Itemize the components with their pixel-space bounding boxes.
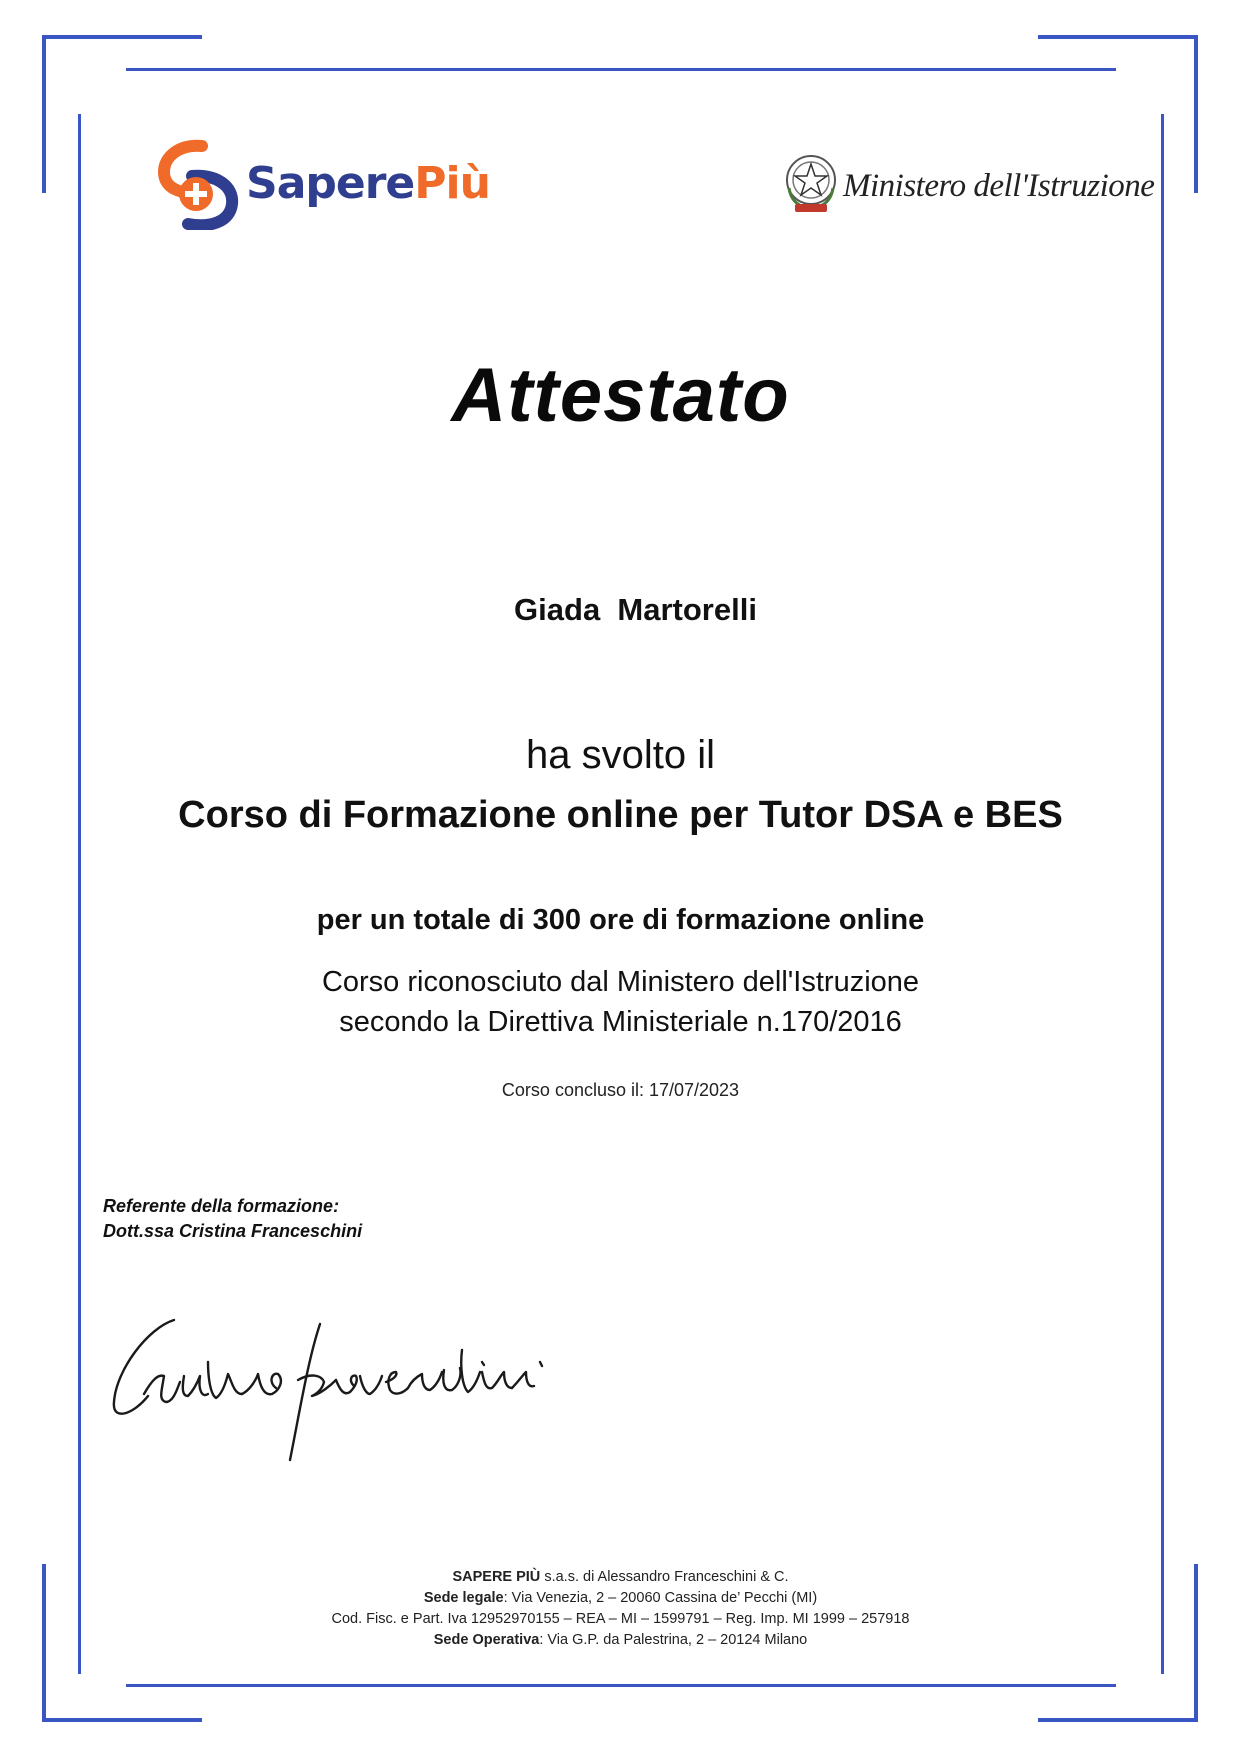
footer-tax-info: Cod. Fisc. e Part. Iva 12952970155 – REA – MI – 1599791 – Reg. Imp. MI 1999 – 257918 <box>331 1611 910 1627</box>
frame-bottom-left-h <box>42 1718 202 1722</box>
italian-republic-emblem-icon <box>783 152 839 216</box>
frame-inner-right <box>1161 114 1164 1674</box>
recognition-line-1: Corso riconosciuto dal Ministero dell'Istruzione <box>321 966 920 998</box>
intro-text: ha svolto il <box>526 733 715 777</box>
ministry-logo <box>783 150 1155 220</box>
ministry-name: Ministero dell'Istruzione <box>843 168 1155 204</box>
frame-inner-top <box>126 68 1116 71</box>
recipient-name: Giada Martorelli <box>514 592 757 627</box>
referent-name: Dott.ssa Cristina Franceschini <box>103 1221 363 1241</box>
footer-company-details: s.a.s. di Alessandro Franceschini & C. <box>540 1569 789 1585</box>
handwritten-signature <box>108 1310 578 1480</box>
brand-name <box>246 158 490 209</box>
footer-operative-value: : Via G.P. da Palestrina, 2 – 20124 Milano <box>539 1632 808 1648</box>
frame-top-right-v <box>1194 35 1198 193</box>
brand-name-part2: Più <box>414 158 490 209</box>
frame-bottom-right-h <box>1038 1718 1198 1722</box>
footer-company-name: SAPERE PIÙ <box>452 1569 541 1585</box>
footer-legal-value: : Via Venezia, 2 – 20060 Cassina de’ Pecchi (MI) <box>503 1590 818 1606</box>
frame-top-right-h <box>1038 35 1198 39</box>
brand-logo <box>158 138 488 230</box>
footer-operative-label: Sede Operativa <box>433 1632 540 1648</box>
referent-label: Referente della formazione: <box>103 1196 340 1216</box>
certificate-title: Attestato <box>451 353 790 438</box>
recognition-line-2: secondo la Direttiva Ministeriale n.170/2016 <box>339 1006 902 1038</box>
brand-name-part1: Sapere <box>246 158 415 209</box>
sapere-piu-logo-icon <box>158 138 240 230</box>
footer-legal-address <box>0 1590 1241 1606</box>
frame-top-left-v <box>42 35 46 193</box>
footer-company <box>0 1569 1241 1585</box>
completion-date: Corso concluso il: 17/07/2023 <box>501 1080 740 1100</box>
frame-inner-bottom <box>126 1684 1116 1687</box>
course-hours: per un totale di 300 ore di formazione online <box>316 904 925 936</box>
footer-legal-label: Sede legale <box>423 1590 504 1606</box>
footer-operative-address <box>0 1632 1241 1648</box>
frame-inner-left <box>78 114 81 1674</box>
course-name: Corso di Formazione online per Tutor DSA e BES <box>178 794 1063 836</box>
frame-top-left-h <box>42 35 202 39</box>
